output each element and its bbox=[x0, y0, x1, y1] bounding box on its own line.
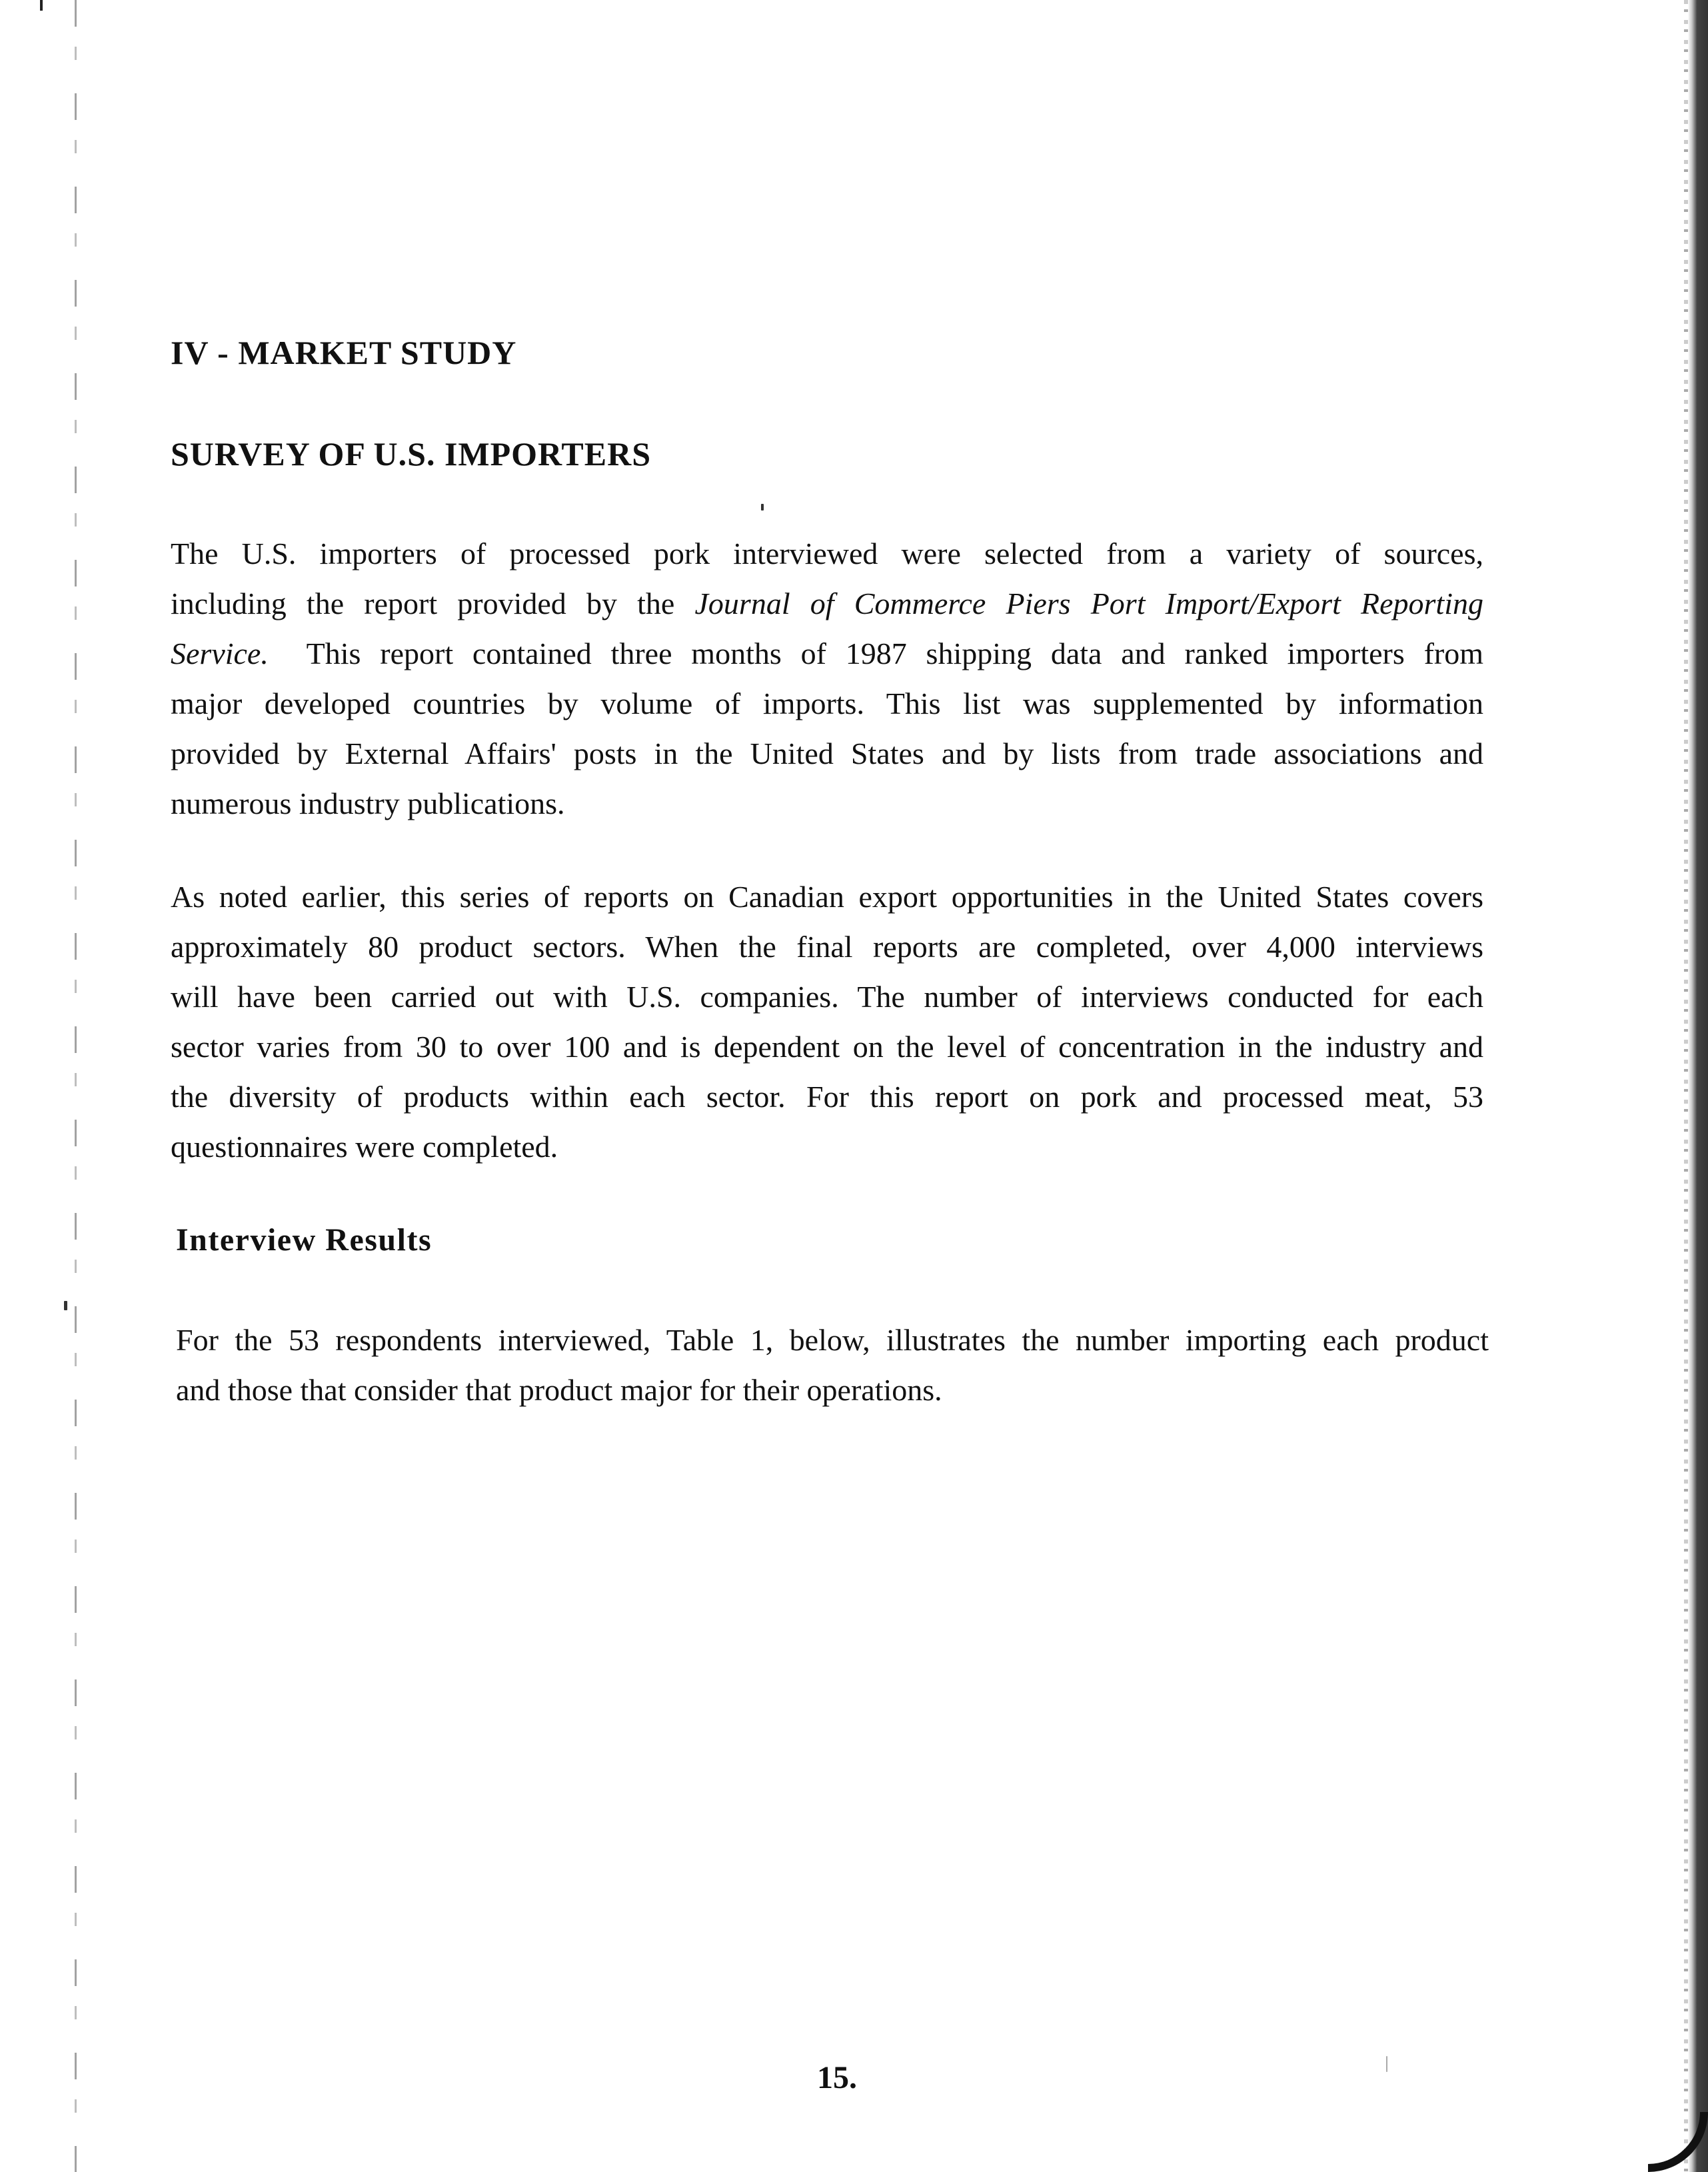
paragraph-line: As noted earlier, this series of reports on Canadian export opportunities in the United States covers bbox=[171, 880, 1483, 914]
paragraph-interview-results bbox=[176, 1315, 1489, 1415]
paragraph-line: and those that consider that product major for their operations. bbox=[176, 1373, 942, 1407]
report-title-italic: Journal of Commerce Piers Port Import/Export Reporting bbox=[694, 586, 1483, 620]
paragraph-line bbox=[171, 578, 1483, 628]
paragraph-report-series bbox=[171, 872, 1483, 1172]
scan-speck bbox=[1386, 2056, 1387, 2072]
paragraph-line: approximately 80 product sectors. When the final reports are completed, over 4,000 interviews bbox=[171, 930, 1483, 964]
paragraph-line: provided by External Affairs' posts in the United States and by lists from trade associations and bbox=[171, 736, 1483, 770]
paragraph-line: the diversity of products within each sector. For this report on pork and processed meat, 53 bbox=[171, 1080, 1483, 1114]
subsection-heading: SURVEY OF U.S. IMPORTERS bbox=[171, 435, 652, 473]
paragraph-line: questionnaires were completed. bbox=[171, 1130, 558, 1164]
interview-results-heading: Interview Results bbox=[176, 1222, 432, 1258]
paragraph-text: including the report provided by the bbox=[171, 586, 695, 620]
scan-left-edge bbox=[75, 0, 77, 2172]
paragraph-line: The U.S. importers of processed pork interviewed were selected from a variety of sources, bbox=[171, 537, 1483, 570]
report-title-italic: Service. bbox=[171, 636, 269, 670]
paragraph-line: For the 53 respondents interviewed, Table 1, below, illustrates the number importing each product bbox=[176, 1323, 1489, 1357]
paragraph-line bbox=[171, 628, 1483, 678]
page-number: 15. bbox=[817, 2060, 857, 2095]
scan-mark bbox=[40, 0, 43, 11]
scan-speck bbox=[761, 504, 764, 511]
scan-right-edge bbox=[1688, 0, 1708, 2172]
section-heading: IV - MARKET STUDY bbox=[171, 334, 517, 371]
paragraph-line: sector varies from 30 to over 100 and is dependent on the level of concentration in the industry and bbox=[171, 1030, 1483, 1064]
paragraph-line: will have been carried out with U.S. companies. The number of interviews conducted for each bbox=[171, 980, 1483, 1014]
paragraph-text: This report contained three months of 1987 shipping data and ranked importers from bbox=[268, 636, 1483, 670]
paragraph-importers-sources bbox=[171, 529, 1483, 828]
paragraph-line: numerous industry publications. bbox=[171, 786, 565, 820]
scan-speck bbox=[64, 1301, 67, 1310]
paragraph-line: major developed countries by volume of imports. This list was supplemented by information bbox=[171, 686, 1483, 720]
